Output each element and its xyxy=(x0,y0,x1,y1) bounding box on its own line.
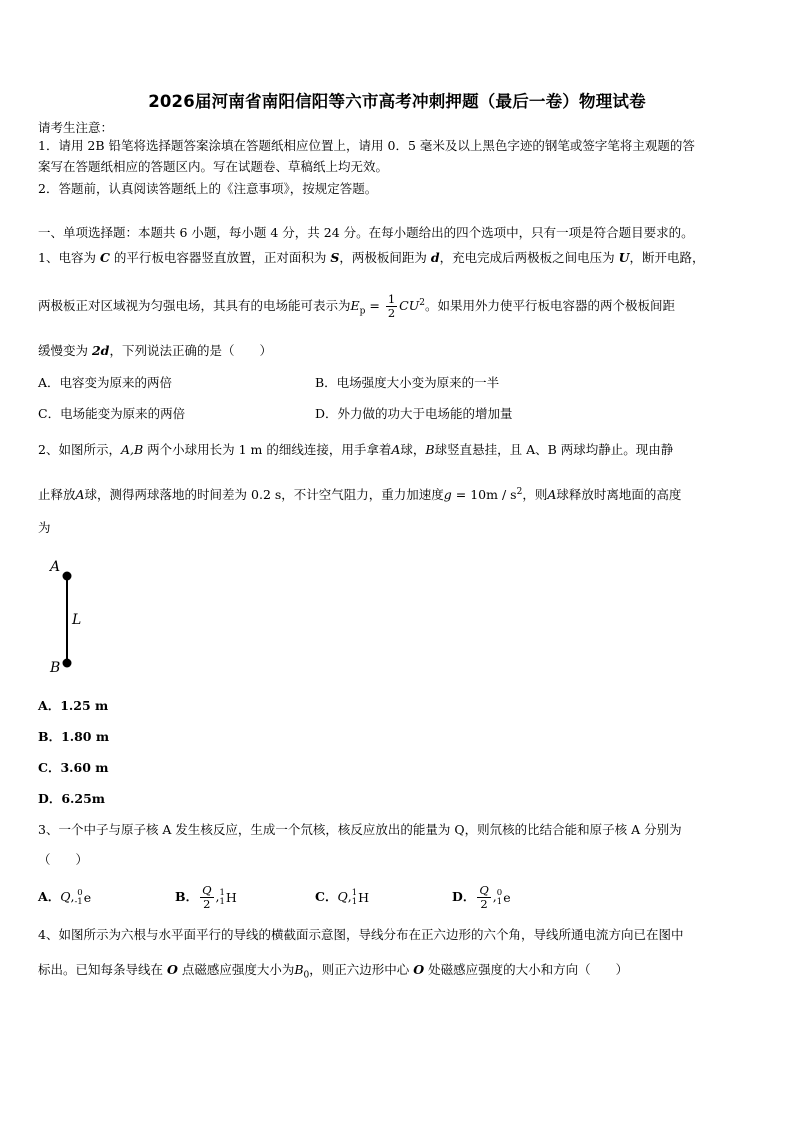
notice-heading: 请考生注意： xyxy=(38,120,114,135)
q3-option-a: A．Q, 0 -1 e xyxy=(38,880,91,915)
exam-title: 2026届河南省南阳信阳等六市高考冲刺押题（最后一卷）物理试卷 xyxy=(148,92,646,111)
q2-option-a: A．1.25 m xyxy=(38,698,109,713)
q4-line-2: 标出。已知每条导线在 O 点磁感应强度大小为$B_0$，则正六边形中心 O 处磁感应强度的大小和方向（ ） xyxy=(38,962,629,981)
q-over-2-fraction: $\frac{Q}{2}$ xyxy=(202,883,212,911)
q1-option-a: A．电容变为原来的两倍 xyxy=(38,375,173,390)
q3-option-d: D． $\frac{Q}{2}$ , 0 1 e xyxy=(452,880,511,915)
notice-item-1-line-2: 案写在答题纸相应的答题区内。写在试题卷、草稿纸上均无效。 xyxy=(38,159,389,174)
nuclide-electron: 0 -1 e xyxy=(74,887,92,907)
q1-option-d: D．外力做的功大于电场能的增加量 xyxy=(315,406,513,421)
q3-line-2: （ ） xyxy=(38,852,89,867)
nuclide-positron: 0 1 e xyxy=(496,887,511,907)
formula-fraction: $\frac{1}{2}$ xyxy=(387,292,396,321)
q2-line-1: 2、如图所示，A,B 两个小球用长为 1 m 的细线连接，用手拿着A球，B球竖直悬挂，且 A、B 两球均静止。现由静 xyxy=(38,442,674,457)
q2-line-2: 止释放A球，测得两球落地的时间差为 0.2 s，不计空气阻力，重力加速度$g = 10m / s^2$，则A球释放时离地面的高度 xyxy=(38,487,682,503)
q4-line-1: 4、如图所示为六根与水平面平行的导线的横截面示意图，导线分布在正六边形的六个角，导线所通电流方向已在图中 xyxy=(38,927,684,942)
q3-line-1: 3、一个中子与原子核 A 发生核反应，生成一个氘核，核反应放出的能量为 Q，则氘核的比结合能和原子核 A 分别为 xyxy=(38,822,682,837)
label-a: A xyxy=(50,559,61,575)
q3-option-c: C．Q, 1 1 H xyxy=(315,880,369,915)
q2-option-d: D．6.25m xyxy=(38,791,106,806)
q1-line-1: 1、电容为 C 的平行板电容器竖直放置，正对面积为 S，两极板间距为 d，充电完成后两极板之间电压为 U，断开电路， xyxy=(38,250,705,265)
q1-option-b: B．电场强度大小变为原来的一半 xyxy=(315,375,500,390)
nuclide-hydrogen: 1 1 H xyxy=(351,887,370,907)
notice-item-2: 2．答题前，认真阅读答题纸上的《注意事项》，按规定答题。 xyxy=(38,181,378,196)
q2-option-b: B．1.80 m xyxy=(38,729,110,744)
q1-line-3: 缓慢变为 2d，下列说法正确的是（ ） xyxy=(38,343,272,358)
q2-line-3: 为 xyxy=(38,520,51,535)
q-over-2-fraction: $\frac{Q}{2}$ xyxy=(479,883,489,911)
q1-line-2: 两极板正对区域视为匀强电场，其具有的电场能可表示为$E_p$ = $\frac{1}{2}$ $CU^2$。如果用外力使平行板电容器的两个极板间距 xyxy=(38,292,676,321)
q1-option-c: C．电场能变为原来的两倍 xyxy=(38,406,186,421)
section-1-heading: 一、单项选择题：本题共 6 小题，每小题 4 分，共 24 分。在每小题给出的四个选项中，只有一项是符合题目要求的。 xyxy=(38,225,694,240)
notice-item-1-line-1: 1．请用 2B 铅笔将选择题答案涂填在答题纸相应位置上，请用 0．5 毫米及以上黑色字迹的钢笔或签字笔将主观题的答 xyxy=(38,138,695,153)
q2-option-c: C．3.60 m xyxy=(38,760,109,775)
q3-option-b: B． $\frac{Q}{2}$ , 1 1 H xyxy=(175,880,237,915)
energy-formula: $E_p$ = $\frac{1}{2}$ $CU^2$ xyxy=(350,292,425,321)
q2-ball-string-diagram xyxy=(44,555,104,680)
label-b: B xyxy=(50,660,61,676)
nuclide-hydrogen: 1 1 H xyxy=(219,887,237,907)
label-l: L xyxy=(72,612,82,628)
ball-b xyxy=(63,659,72,668)
